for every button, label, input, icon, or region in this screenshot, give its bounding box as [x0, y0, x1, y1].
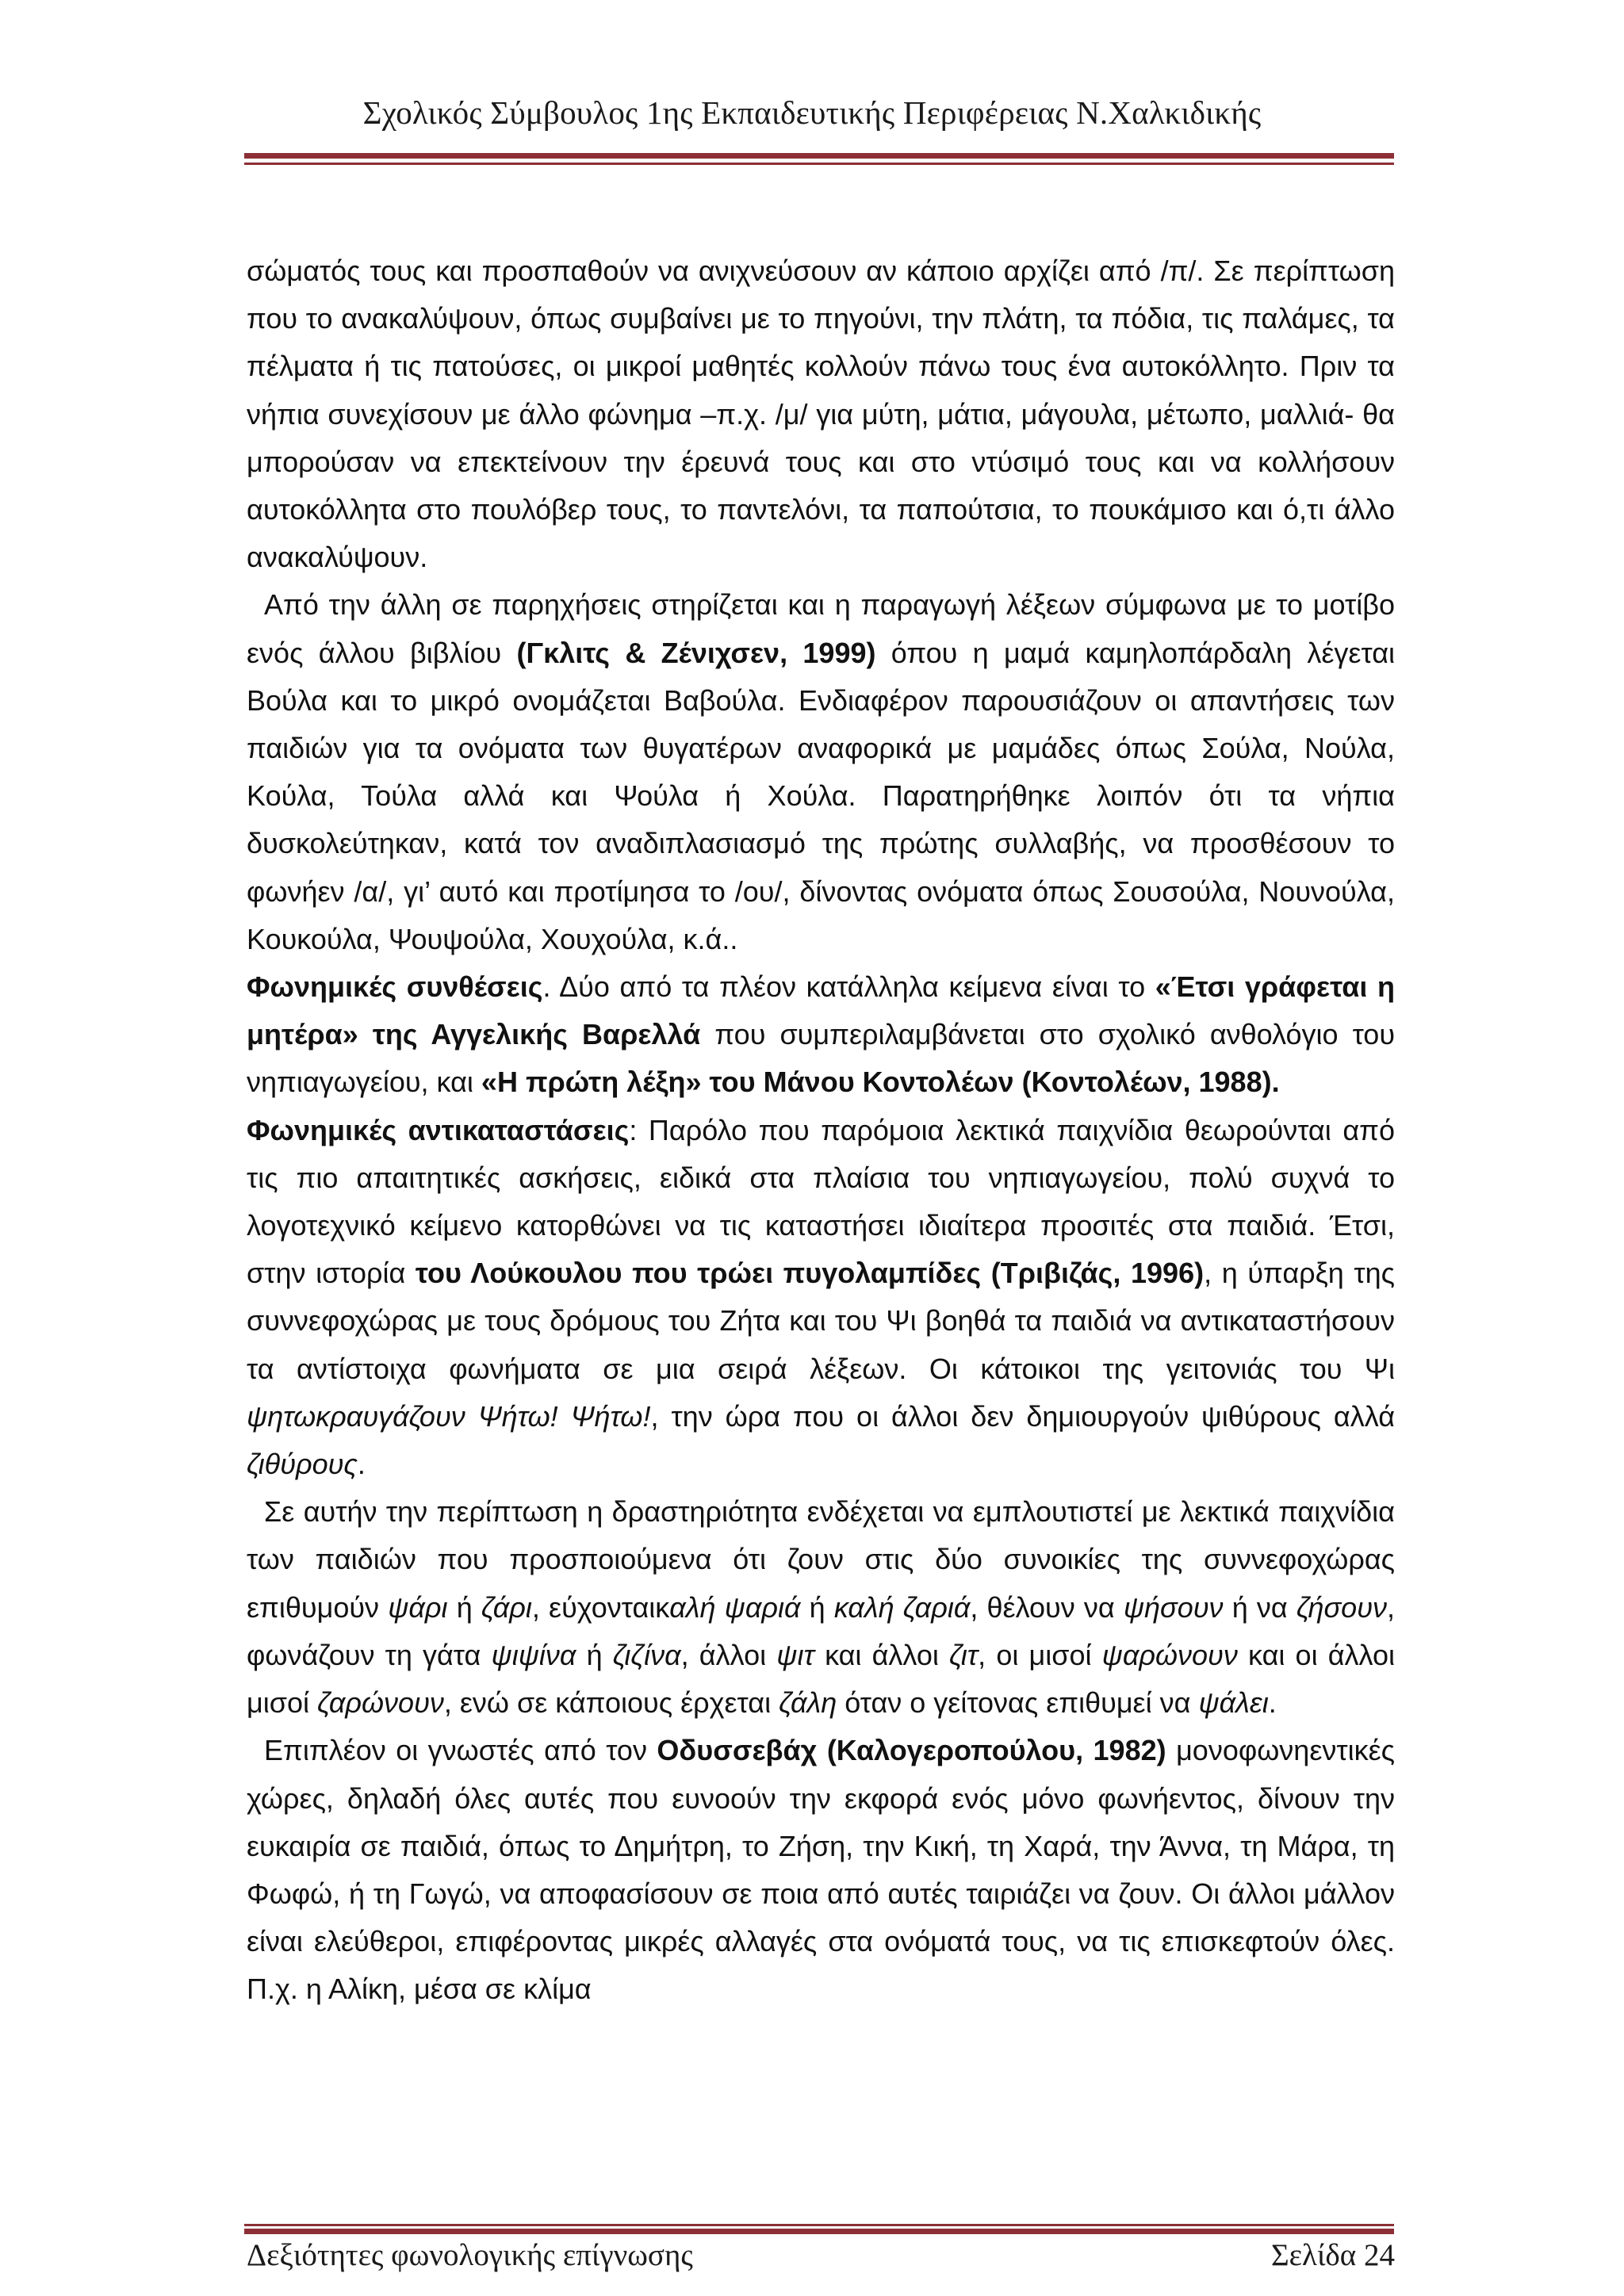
- italic-text: καλή ζαριά: [833, 1590, 971, 1624]
- text-run: Σε αυτήν την περίπτωση η δραστηριότητα ενδέχεται να εμπλουτιστεί με λεκτικά παιχνίδια των παιδιών που προσποιούμενα ότι ζουν στις δύο συνοικίες της συννεφοχώρας επιθυμούν: [247, 1495, 1395, 1624]
- italic-text: ζάλη: [779, 1686, 837, 1720]
- page-number: Σελίδα 24: [1270, 2238, 1395, 2272]
- page-header-title: Σχολικός Σύμβουλος 1ης Εκπαιδευτικής Περιφέρειας Ν.Χαλκιδικής: [362, 94, 1262, 131]
- italic-text: ζαρώνουν: [316, 1686, 444, 1720]
- text-run: ή: [576, 1638, 613, 1671]
- text-run: , την ώρα που οι άλλοι δεν δημιουργούν ψιθύρους αλλά: [650, 1399, 1396, 1433]
- text-run: Από την άλλη σε παρηχήσεις στηρίζεται και η παραγωγή λέξεων σύμφωνα με το μοτίβο ενός άλλου βιβλίου: [247, 588, 1395, 669]
- citation: του Λούκουλου που τρώει πυγολαμπίδες (Τριβιζάς, 1996): [415, 1257, 1205, 1290]
- header-rule-thick: [244, 153, 1394, 159]
- footer-rule-thin: [244, 2224, 1394, 2226]
- text-run: : Παρόλο που παρόμοια λεκτικά παιχνίδια θεωρούνται από τις πιο απαιτητικές ασκήσεις, ειδικά στα πλαίσια του νηπιαγωγείου, πολύ συχνά το λογοτεχνικό κείμενο κατορθώνει να τις καταστήσει ιδιαίτερα προσιτές στα παιδιά. Έτσι, στην ιστορία: [247, 1113, 1395, 1290]
- italic-text: ψιψίνα: [491, 1638, 576, 1671]
- italic-text: ψητωκραυγάζουν Ψήτω! Ψήτω!: [247, 1399, 651, 1433]
- paragraph: [247, 1107, 1395, 1489]
- body-text: [247, 247, 1395, 2014]
- citation: «Η πρώτη λέξη» του Μάνου Κοντολέων (Κοντολέων, 1988).: [481, 1066, 1280, 1099]
- text-run: Επιπλέον οι γνωστές από τον: [264, 1734, 657, 1767]
- citation: «Έτσι γράφεται η μητέρα» της Αγγελικής Βαρελλά: [247, 970, 1395, 1051]
- italic-text: ψιτ: [776, 1638, 814, 1671]
- footer-rule-thick: [244, 2229, 1394, 2234]
- text-run: ή: [447, 1590, 481, 1624]
- italic-text: ζήσουν: [1296, 1590, 1387, 1624]
- text-run: , θέλουν να: [970, 1590, 1124, 1624]
- paragraph: [247, 1488, 1395, 1727]
- italic-text: αλή ψαριά: [669, 1590, 801, 1624]
- text-run: , φωνάζουν τη γάτα: [247, 1590, 1396, 1671]
- text-run: . Δύο από τα πλέον κατάλληλα κείμενα είναι το: [542, 970, 1155, 1004]
- paragraph: [247, 1727, 1395, 2013]
- paragraph: [247, 963, 1395, 1107]
- text-run: μονοφωνηεντικές χώρες, δηλαδή όλες αυτές που ευνοούν την εκφορά ενός μόνο φωνήεντος, δίνουν την ευκαιρία σε παιδιά, όπως το Δημήτρη, το Ζήση, την Κική, τη Χαρά, την Άννα, τη Μάρα, τη Φωφώ, ή τη Γωγώ, να αποφασίσουν σε ποια από αυτές ταιριάζει να ζουν. Οι άλλοι μάλλον είναι ελεύθεροι, επιφέροντας μικρές αλλαγές στα ονόματά τους, να τις επισκεφτούν όλες. Π.χ. η Αλίκη, μέσα σε κλίμα: [247, 1734, 1395, 2006]
- text-run: και οι άλλοι μισοί: [247, 1638, 1396, 1720]
- text-run: , εύχονταικ: [531, 1590, 670, 1624]
- citation: (Γκλιτς & Ζένιχσεν, 1999): [516, 636, 876, 669]
- text-run: .: [1268, 1686, 1277, 1720]
- paragraph: [247, 581, 1395, 963]
- section-heading: Φωνημικές αντικαταστάσεις: [247, 1113, 630, 1146]
- italic-text: ψήσουν: [1123, 1590, 1224, 1624]
- text-run: , η ύπαρξη της συννεφοχώρας με τους δρόμους του Ζήτα και του Ψι βοηθά τα παιδιά να αντικαταστήσουν τα αντίστοιχα φωνήματα σε μια σειρά λέξεων. Οι κάτοικοι της γειτονιάς του Ψι: [247, 1257, 1395, 1385]
- text-run: και άλλοι: [814, 1638, 950, 1671]
- text-run: ή: [800, 1590, 834, 1624]
- footer-title: Δεξιότητες φωνολογικής επίγνωσης: [247, 2238, 693, 2272]
- citation: Οδυσσεβάχ (Καλογεροπούλου, 1982): [657, 1734, 1166, 1767]
- header-rule-thin: [244, 163, 1394, 165]
- text-run: , οι μισοί: [978, 1638, 1102, 1671]
- italic-text: ζιθύρους: [247, 1448, 358, 1481]
- italic-text: ζιζίνα: [612, 1638, 681, 1671]
- italic-text: ψαρώνουν: [1101, 1638, 1238, 1671]
- paragraph: σώματός τους και προσπαθούν να ανιχνεύσουν αν κάποιο αρχίζει από /π/. Σε περίπτωση που το ανακαλύψουν, όπως συμβαίνει με το πηγούνι, την πλάτη, τα πόδια, τις παλάμες, τα πέλματα ή τις πατούσες, οι μικροί μαθητές κολλούν πάνω τους ένα αυτοκόλλητο. Πριν τα νήπια συνεχίσουν με άλλο φώνημα –π.χ. /μ/ για μύτη, μάτια, μάγουλα, μέτωπο, μαλλιά- θα μπορούσαν να επεκτείνουν την έρευνά τους και στο ντύσιμό τους και να κολλήσουν αυτοκόλλητα στο πουλόβερ τους, το παντελόνι, τα παπούτσια, το πουκάμισο και ό,τι άλλο ανακαλύψουν.: [247, 254, 1395, 574]
- text-run: .: [357, 1448, 366, 1481]
- text-run: ή να: [1223, 1590, 1297, 1624]
- italic-text: ψάλει: [1198, 1686, 1269, 1720]
- italic-text: ζάρι: [481, 1590, 532, 1624]
- text-run: , ενώ σε κάποιους έρχεται: [443, 1686, 779, 1720]
- section-heading: Φωνημικές συνθέσεις: [247, 970, 543, 1004]
- text-run: που συμπεριλαμβάνεται στο σχολικό ανθολόγιο του νηπιαγωγείου, και: [247, 1018, 1396, 1099]
- text-run: όπου η μαμά καμηλοπάρδαλη λέγεται Βούλα και το μικρό ονομάζεται Βαβούλα. Ενδιαφέρον παρουσιάζουν οι απαντήσεις των παιδιών για τα ονόματα των θυγατέρων αναφορικά με μαμάδες όπως Σούλα, Νούλα, Κούλα, Τούλα αλλά και Ψούλα ή Χούλα. Παρατηρήθηκε λοιπόν ότι τα νήπια δυσκολεύτηκαν, κατά τον αναδιπλασιασμό της πρώτης συλλαβής, να προσθέσουν το φωνήεν /α/, γι’ αυτό και προτίμησα το /ου/, δίνοντας ονόματα όπως Σουσούλα, Νουνούλα, Κουκούλα, Ψουψούλα, Χουχούλα, κ.ά..: [247, 636, 1396, 955]
- text-run: όταν ο γείτονας επιθυμεί να: [837, 1686, 1199, 1720]
- italic-text: ζιτ: [949, 1638, 979, 1671]
- italic-text: ψάρι: [388, 1590, 448, 1624]
- page-footer: [247, 2237, 1395, 2273]
- text-run: , άλλοι: [680, 1638, 777, 1671]
